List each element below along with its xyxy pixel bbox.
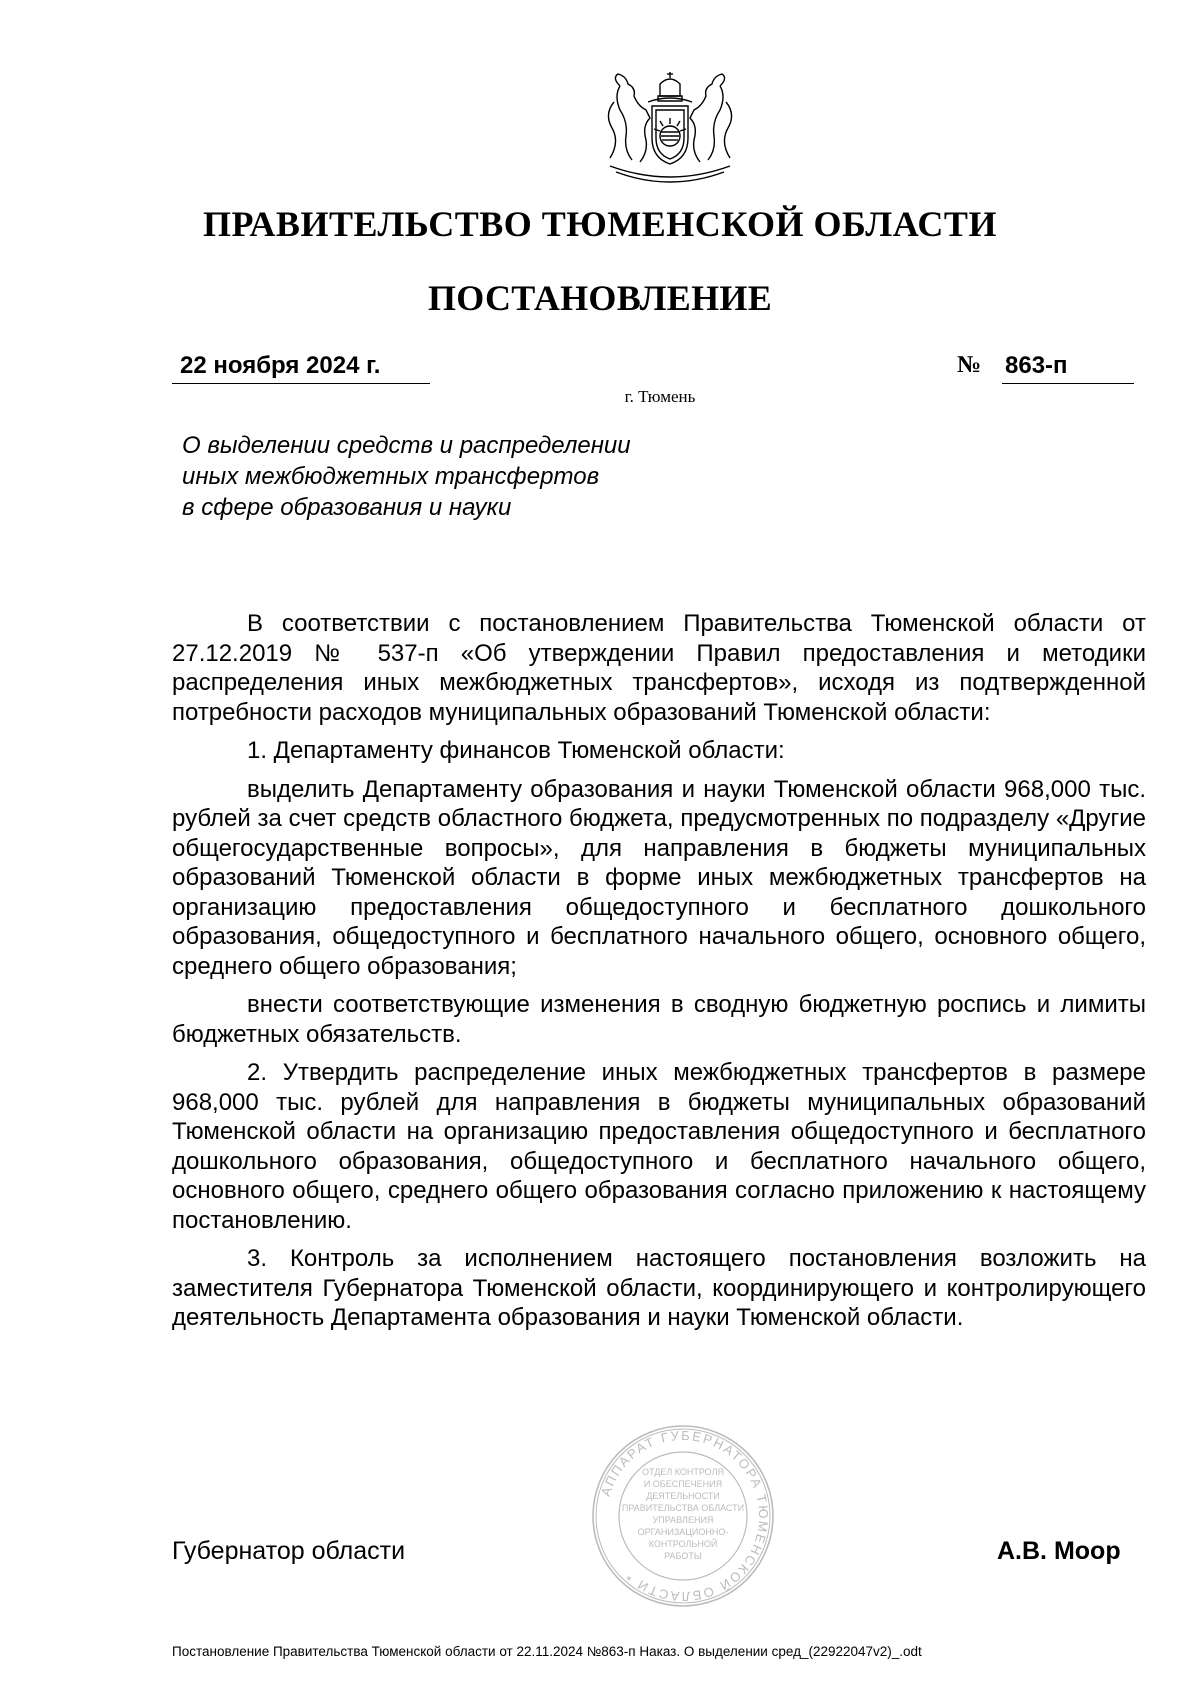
tyumen-coat-of-arms-icon <box>590 66 750 188</box>
svg-text:И ОБЕСПЕЧЕНИЯ: И ОБЕСПЕЧЕНИЯ <box>643 1479 723 1489</box>
svg-text:РАБОТЫ: РАБОТЫ <box>664 1551 702 1561</box>
svg-text:ДЕЯТЕЛЬНОСТИ: ДЕЯТЕЛЬНОСТИ <box>646 1491 720 1501</box>
government-title: ПРАВИТЕЛЬСТВО ТЮМЕНСКОЙ ОБЛАСТИ <box>203 204 997 244</box>
svg-text:КОНТРОЛЬНОЙ: КОНТРОЛЬНОЙ <box>648 1539 718 1549</box>
subject-line: О выделении средств и распределении <box>182 432 631 459</box>
document-body <box>172 609 1146 1342</box>
subject-line: в сфере образования и науки <box>182 494 512 521</box>
subject-line: иных межбюджетных трансфертов <box>182 463 600 490</box>
document-city: г. Тюмень <box>624 387 696 406</box>
date-underline <box>172 383 430 384</box>
svg-text:УПРАВЛЕНИЯ: УПРАВЛЕНИЯ <box>652 1515 714 1525</box>
document-type: ПОСТАНОВЛЕНИЕ <box>427 278 773 318</box>
svg-text:АППАРАТ ГУБЕРНАТОРА ТЮМЕНСКОЙ: АППАРАТ ГУБЕРНАТОРА ТЮМЕНСКОЙ ОБЛАСТИ * <box>597 1427 772 1605</box>
body-paragraph: 2. Утвердить распределение иных межбюджетных трансфертов в размере 968,000 тыс. рублей для направления в бюджеты муниципальных образований Тюменской области на организацию предоставления общедоступного и бесплатного дошкольного образования, общедоступного и бесплатного начального общего, основного общего, среднего общего образования согласно приложению к настоящему постановлению. <box>172 1059 1146 1234</box>
signer-name: А.В. Моор <box>997 1537 1121 1565</box>
svg-text:ОРГАНИЗАЦИОННО-: ОРГАНИЗАЦИОННО- <box>637 1527 729 1537</box>
svg-text:ПРАВИТЕЛЬСТВА ОБЛАСТИ: ПРАВИТЕЛЬСТВА ОБЛАСТИ <box>621 1503 745 1513</box>
official-stamp <box>590 1423 776 1609</box>
body-paragraph: 3. Контроль за исполнением настоящего постановления возложить на заместителя Губернатора Тюменской области, координирующего и контролирующего деятельность Департамента образования и науки Тюменской области. <box>172 1245 1146 1331</box>
document-date: 22 ноября 2024 г. <box>180 352 381 379</box>
document-footer: Постановление Правительства Тюменской области от 22.11.2024 №863-п Наказ. О выделении сред_(22922047v2)_.odt <box>172 1644 922 1659</box>
body-paragraph: В соответствии с постановлением Правительства Тюменской области от 27.12.2019 № 537-п «Об утверждении Правил предоставления и методики распределения иных межбюджетных трансфертов», исходя из подтвержденной потребности расходов муниципальных образований Тюменской области: <box>172 610 1146 726</box>
svg-text:ОТДЕЛ КОНТРОЛЯ: ОТДЕЛ КОНТРОЛЯ <box>642 1467 724 1477</box>
document-number: 863-п <box>1005 352 1068 379</box>
document-subject <box>182 430 742 523</box>
number-underline <box>1002 383 1134 384</box>
body-paragraph: выделить Департаменту образования и науки Тюменской области 968,000 тыс. рублей за счет средств областного бюджета, предусмотренных по подразделу «Другие общегосударственные вопросы», для направления в бюджеты муниципальных образований Тюменской области в форме иных межбюджетных трансфертов на организацию предоставления общедоступного и бесплатного дошкольного образования, общедоступного и бесплатного начального общего, основного общего, среднего общего образования; <box>172 775 1146 980</box>
signer-title: Губернатор области <box>172 1537 406 1565</box>
body-paragraph: внести соответствующие изменения в сводную бюджетную роспись и лимиты бюджетных обязательств. <box>172 991 1146 1048</box>
body-paragraph: 1. Департаменту финансов Тюменской области: <box>247 737 785 764</box>
number-sign: № <box>957 352 982 378</box>
